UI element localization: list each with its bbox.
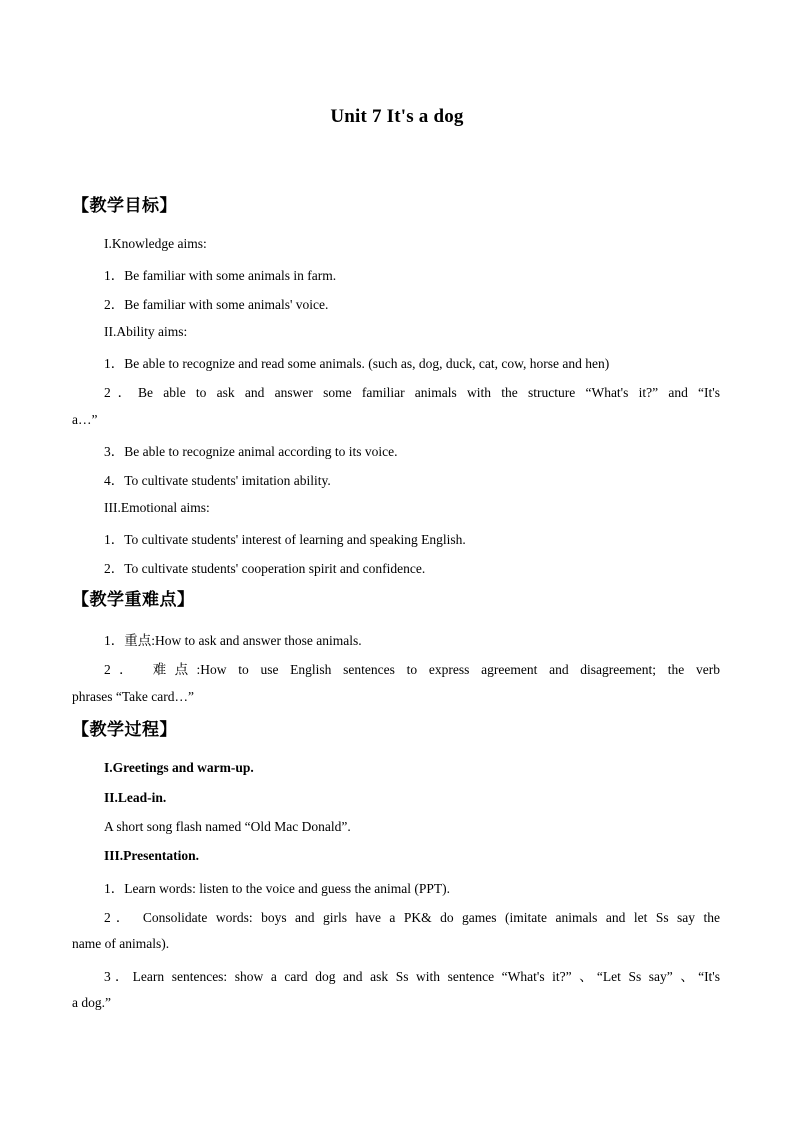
presentation-step-2-continued: name of animals). — [72, 936, 170, 951]
document-title: Unit 7 It's a dog — [330, 106, 464, 127]
ability-aim-2-continued: a…” — [72, 412, 98, 427]
key-point-2-continued: phrases “Take card…” — [72, 689, 194, 704]
step-greetings: I.Greetings and warm-up. — [104, 760, 254, 775]
ability-aim-2: 2．Be able to ask and answer some familiar animals with the structure “What's it?” and “It's — [104, 385, 720, 400]
key-point-2: 2． 难点:How to use English sentences to express agreement and disagreement; the verb — [104, 662, 720, 677]
presentation-step-2: 2． Consolidate words: boys and girls have a PK& do games (imitate animals and let Ss say the — [104, 910, 720, 925]
ability-aim-4: 4．To cultivate students' imitation ability. — [104, 473, 331, 488]
step-presentation: III.Presentation. — [104, 848, 200, 863]
emotional-aims-label: III.Emotional aims: — [104, 500, 210, 515]
knowledge-aim-2: 2．Be familiar with some animals' voice. — [104, 297, 329, 312]
heading-objectives: 【教学目标】 — [72, 196, 177, 216]
heading-process: 【教学过程】 — [72, 720, 177, 740]
ability-aim-3: 3．Be able to recognize animal according to its voice. — [104, 444, 398, 459]
knowledge-aims-label: I.Knowledge aims: — [104, 236, 207, 251]
emotional-aim-2: 2．To cultivate students' cooperation spirit and confidence. — [104, 561, 426, 576]
presentation-step-3-continued: a dog.” — [72, 995, 111, 1010]
ability-aim-1: 1．Be able to recognize and read some animals. (such as, dog, duck, cat, cow, horse and hen) — [104, 356, 610, 371]
knowledge-aim-1: 1．Be familiar with some animals in farm. — [104, 268, 337, 283]
heading-key-points: 【教学重难点】 — [72, 590, 195, 610]
emotional-aim-1: 1．To cultivate students' interest of learning and speaking English. — [104, 532, 466, 547]
presentation-step-3: 3．Learn sentences: show a card dog and ask Ss with sentence “What's it?” 、“Let Ss say” 、“It's — [104, 969, 720, 984]
key-point-1: 1．重点:How to ask and answer those animals. — [104, 633, 362, 648]
ability-aims-label: II.Ability aims: — [104, 324, 188, 339]
presentation-step-1: 1．Learn words: listen to the voice and guess the animal (PPT). — [104, 881, 451, 896]
lead-in-text: A short song flash named “Old Mac Donald”. — [104, 819, 351, 834]
step-lead-in: II.Lead-in. — [104, 790, 167, 805]
